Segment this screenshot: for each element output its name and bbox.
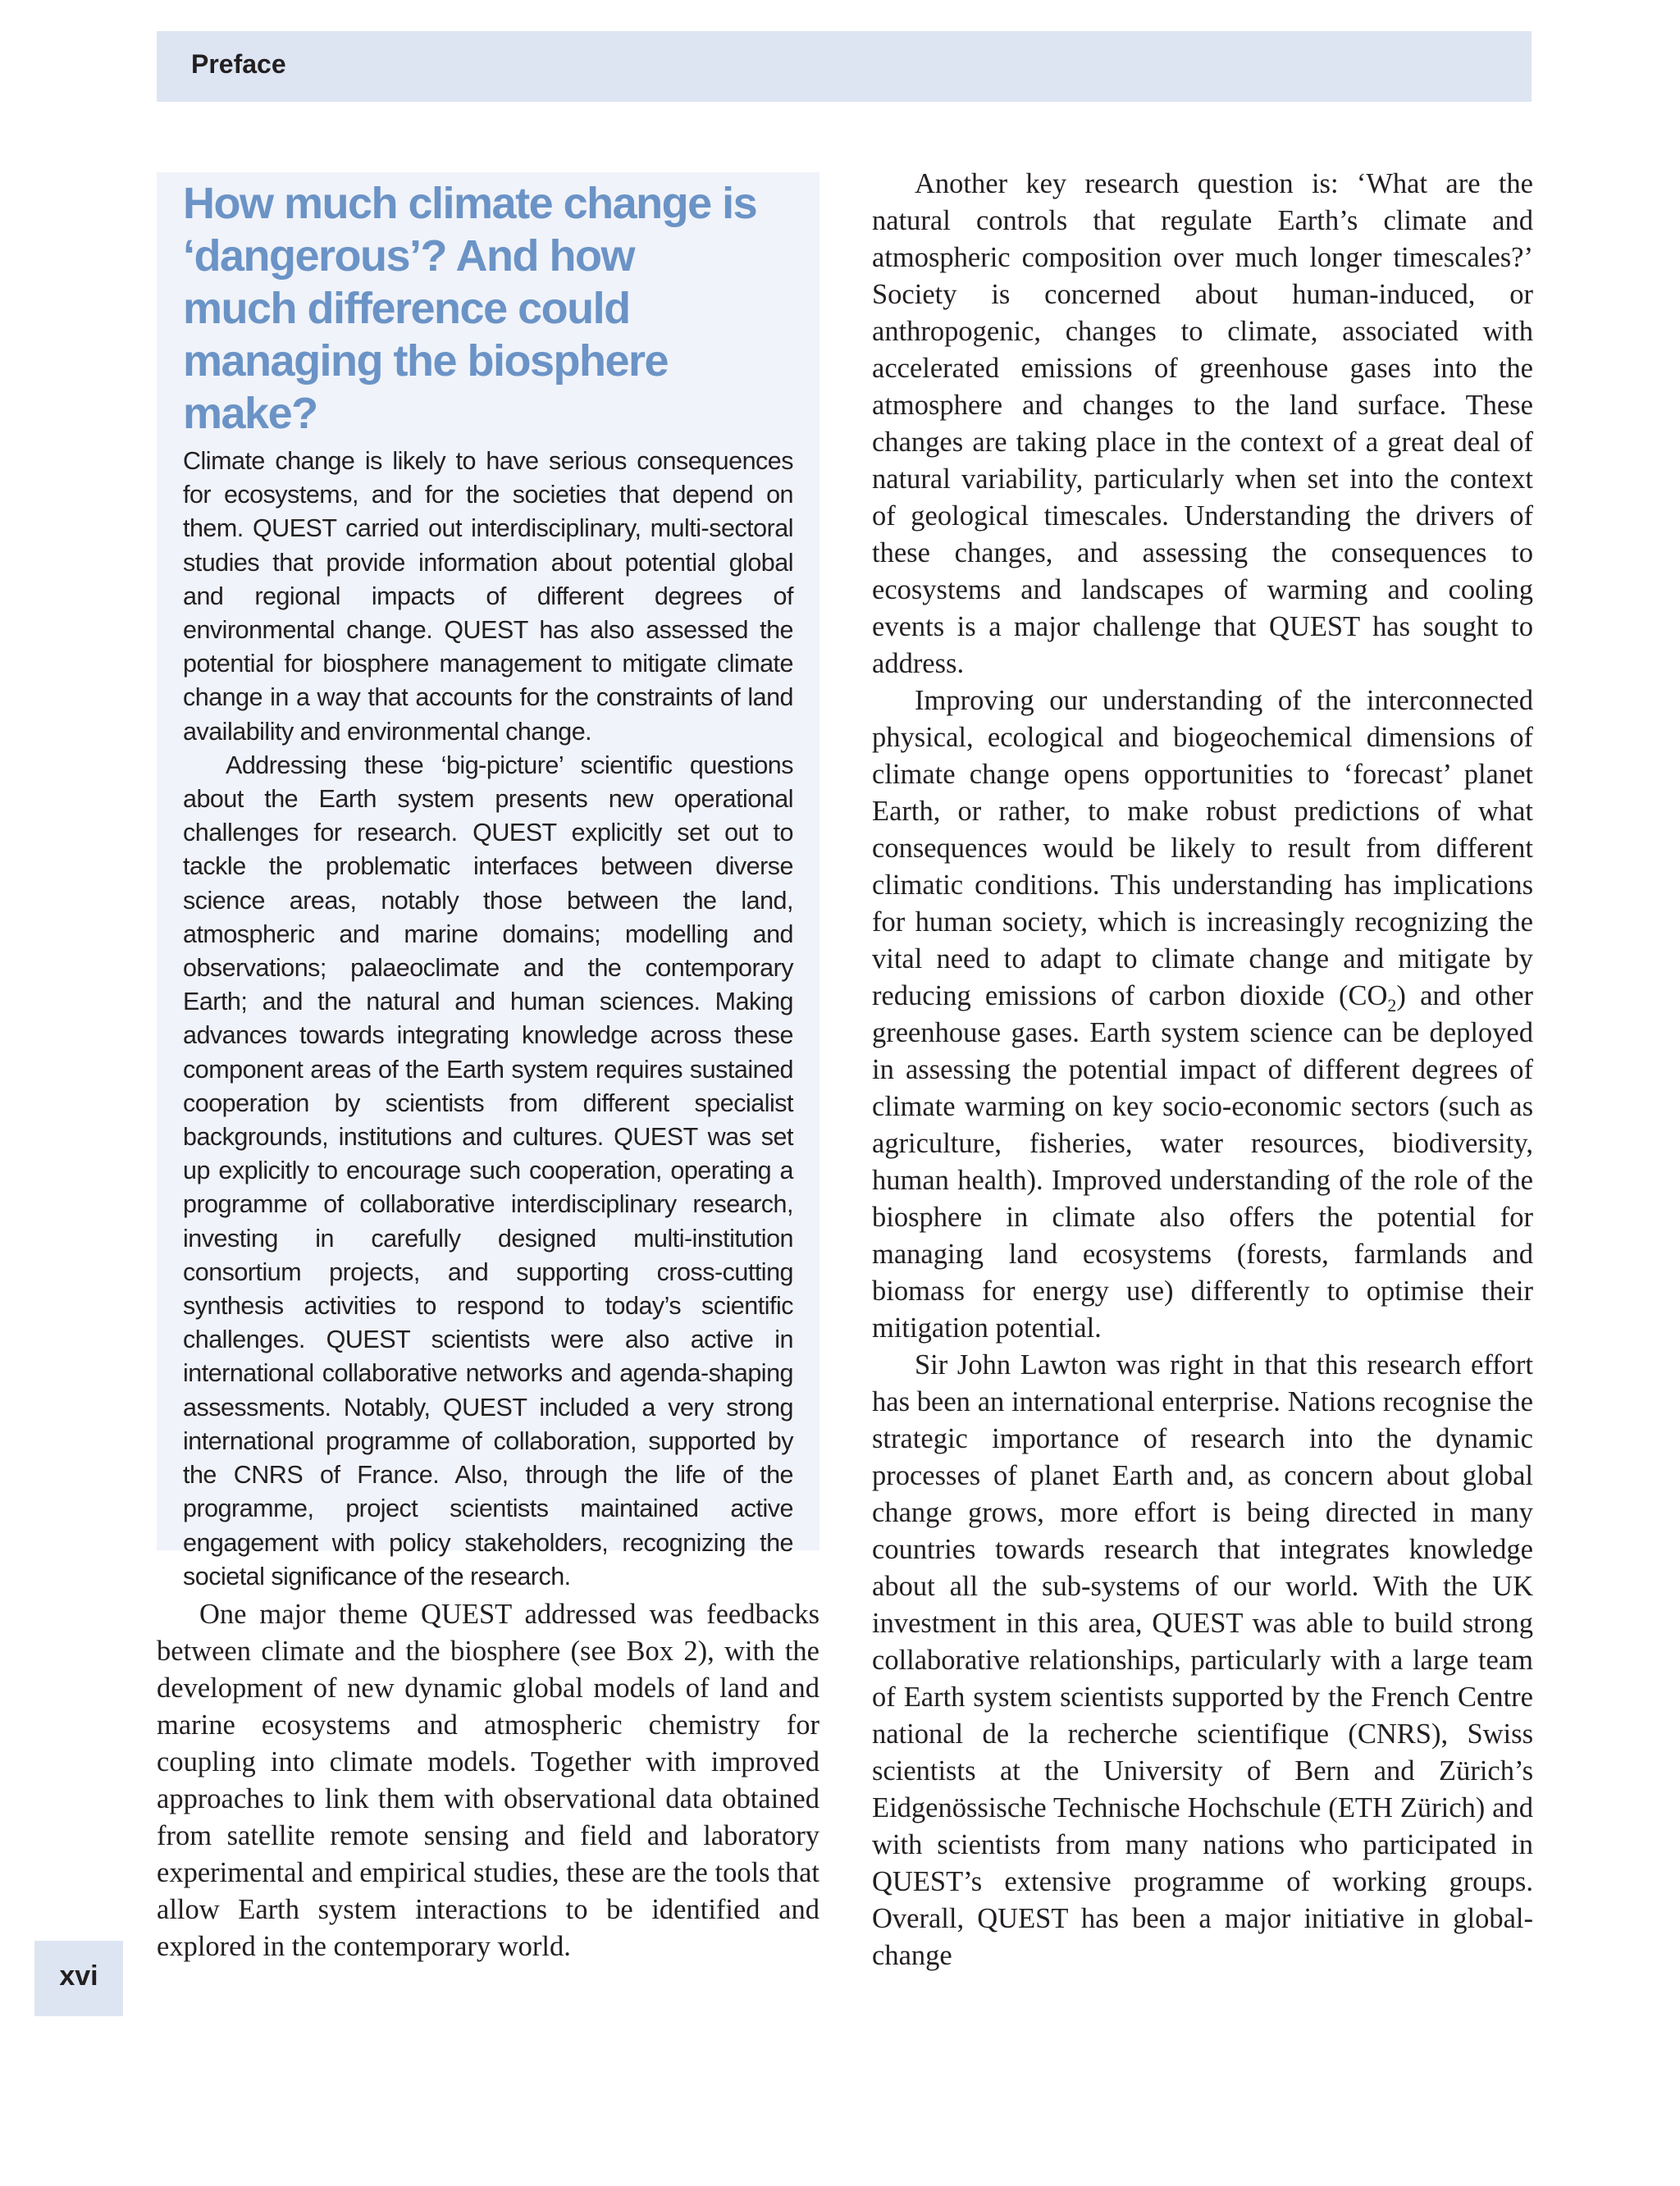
body-paragraph-natural-controls: Another key research question is: ‘What are the natural controls that regulate Earth’s climate and atmospheric composition over much longer timescales?’ Society is concerned about human-induced, or anthropogenic, changes to climate, associated with accelerated emissions of greenhouse gases into the atmosphere and changes to the land surface. These changes are taking place in the context of a great deal of natural variability, particularly when set into the context of geological timescales. Understanding the drivers of these changes, and assessing the consequences to ecosystems and landscapes of warming and cooling events is a major challenge that QUEST has sought to address. xyxy=(872,168,1533,679)
box-title: How much climate change is ‘dangerous’? And how much difference could managing the biosphere make? xyxy=(183,179,757,438)
right-column xyxy=(872,166,1533,1974)
co2-subscript: 2 xyxy=(1387,994,1397,1015)
sidebar-box xyxy=(157,172,819,1590)
paragraph-text-end: ) and other greenhouse gases. Earth system science can be deployed in assessing the potential impact of different degrees of climate warming on key socio-economic sectors (such as agriculture, fisheries, water resources, biodiversity, human health). Improved understanding of the role of the biosphere in climate also offers the potential for managing land ecosystems (forests, farmlands and biomass for energy use) differently to optimise their mitigation potential. xyxy=(872,980,1533,1344)
page-number: xvi xyxy=(59,1960,98,1992)
page-number-tab xyxy=(34,1941,123,2016)
body-paragraph-understanding xyxy=(872,682,1533,1347)
box-paragraph-2: Addressing these ‘big-picture’ scientific questions about the Earth system presents new operational challenges for research. QUEST explicitly set out to tackle the problematic interfaces between diverse science areas, notably those between the land, atmospheric and marine domains; modelling and observations; palaeoclimate and the contemporary Earth; and the natural and human sciences. Making advances towards integrating knowledge across these component areas of the Earth system requires sustained cooperation by scientists from different specialist backgrounds, institutions and cultures. QUEST was set up explicitly to encourage such cooperation, operating a programme of collaborative interdisciplinary research, investing in carefully designed multi-institution consortium projects, and supporting cross-cutting synthesis activities to respond to today’s scientific challenges. QUEST scientists were also active in international collaborative networks and agenda-shaping assessments. Notably, QUEST included a very strong international programme of collaboration, supported by the CNRS of France. Also, through the life of the programme, project scientists maintained active engagement with policy stakeholders, recognizing the societal significance of the research. xyxy=(183,751,793,1590)
running-header xyxy=(157,31,1532,102)
paragraph-text-start: Improving our understanding of the interconnected physical, ecological and biogeochemical dimensions of climate change opens opportunities to ‘forecast’ planet Earth, or rather, to make robust predictions of what consequences would be likely to result from different climatic conditions. This understanding has implications for human society, which is increasingly recognizing the vital need to adapt to climate change and mitigate by reducing emissions of carbon dioxide (CO xyxy=(872,685,1533,1011)
body-paragraph-lawton: Sir John Lawton was right in that this research effort has been an international enterprise. Nations recognise the strategic importance of research into the dynamic processes of planet Earth and, as concern about global change grows, more effort is being directed in many countries towards research that integrates knowledge about all the sub-systems of our world. With the UK investment in this area, QUEST was able to build strong collaborative relationships, particularly with a large team of Earth system scientists supported by the French Centre national de la recherche scientifique (CNRS), Swiss scientists at the University of Bern and Zürich’s Eidgenössische Technische Hochschule (ETH Zürich) and with scientists from many nations who participated in QUEST’s extensive programme of working groups. Overall, QUEST has been a major initiative in global-change xyxy=(872,1349,1533,1971)
body-paragraph-feedbacks: One major theme QUEST addressed was feedbacks between climate and the biosphere (see Box 2), with the development of new dynamic global models of land and marine ecosystems and atmospheric chemistry for coupling into climate models. Together with improved approaches to link them with observational data obtained from satellite remote sensing and field and laboratory experimental and empirical studies, these are the tools that allow Earth system interactions to be identified and explored in the contemporary world. xyxy=(157,1599,819,1962)
left-column-body xyxy=(157,1596,819,1965)
box-paragraph-1: Climate change is likely to have serious consequences for ecosystems, and for the societies that depend on them. QUEST carried out interdisciplinary, multi-sectoral studies that provide information about potential global and regional impacts of different degrees of environmental change. QUEST has also assessed the potential for biosphere management to mitigate climate change in a way that accounts for the constraints of land availability and environmental change. xyxy=(183,447,793,746)
running-header-title: Preface xyxy=(191,49,286,79)
